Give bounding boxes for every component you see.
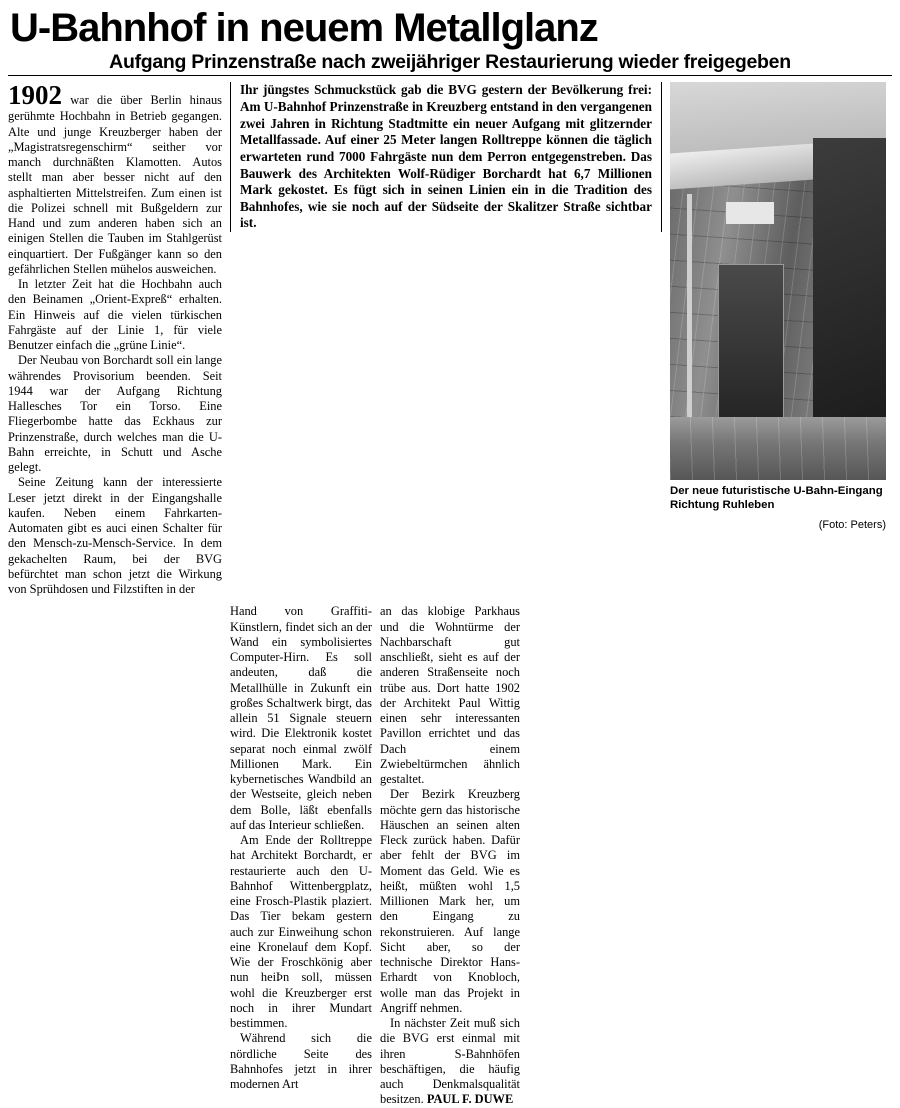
- subheadline: Aufgang Prinzenstraße nach zweijähriger Restaurierung wieder freigegeben: [109, 51, 791, 73]
- col2-paragraph-2: Der Bezirk Kreuzberg möchte gern das historische Häuschen an seinen alten Fleck zurück haben. Dafür aber fehlt der BVG im Moment das Geld. Wie es heißt, müßten wohl 1,5 Millionen Mark her, um den Eingang zu rekonstruieren. Auf lange Sicht aber, so der technische Direktor Hans-Erhardt von Knobloch, wolle man das Projekt in Angriff nehmen.: [380, 787, 520, 1015]
- photo-station-sign: [726, 202, 774, 224]
- col2-paragraph-1: an das klobige Parkhaus und die Wohntürme der Nachbarschaft gut anschließt, sieht es auf der anderen Straßenseite noch trübe aus. Dort hatte 1902 der Architekt Paul Wittig einen sehr interessanten Pavillon errichtet und das Dach einem Zwiebeltürmchen ähnlich gestaltet.: [380, 604, 520, 787]
- body-column-2: [230, 604, 380, 1107]
- byline: PAUL F. DUWE: [426, 1092, 514, 1107]
- u-bahn-entrance-photo: [670, 82, 886, 480]
- drop-cap: 1902: [8, 80, 62, 111]
- intro-text: Ihr jüngstes Schmuckstück gab die BVG gestern der Bevölkerung frei: Am U-Bahnhof Prinzenstraße in Kreuzberg entstand in den vergangenen zwei Jahren in Richtung Stadtmitte ein neuer Aufgang mit glitzernder Metallfassade. Auf einer 25 Meter langen Rolltreppe können die täglich erwarteten rund 7000 Fahrgäste nun dem Perron entgegenstreben. Das Bauwerk des Architekten Wolf-Rüdiger Borchardt hat 6,7 Millionen Mark gekostet. Es fügt sich in seinen Linien ein in die Tradition des Bahnhofes, wie sie noch auf der Südseite der Skalitzer Straße sichtbar ist.: [240, 82, 652, 231]
- photo-dark-wall: [813, 138, 886, 417]
- photo-column: [662, 82, 892, 530]
- col1-paragraph-3: Während sich die nördliche Seite des Bahnhofes jetzt in ihrer modernen Art: [230, 1031, 372, 1092]
- col2-paragraph-3-text: In nächster Zeit muß sich die BVG erst einmal mit ihren S-Bahnhöfen beschäftigen, die häufig auch Denkmalsqualität besitzen.: [380, 1016, 520, 1107]
- bottom-region: [8, 604, 892, 1107]
- top-region: [8, 82, 892, 597]
- lead-column: [8, 82, 230, 597]
- body-column-3: [380, 604, 528, 1107]
- photo-entrance-door: [718, 264, 785, 425]
- photo-lamp-post: [687, 194, 692, 425]
- body-column-1: [8, 604, 230, 1107]
- header-divider: [8, 75, 892, 76]
- col1-paragraph-1: Hand von Graffiti-Künstlern, findet sich an der Wand ein symbolisiertes Computer-Hirn. Es soll andeuten, daß die Metallhülle in Zukunft ein großes Schaltwerk birgt, das allein 51 Signale steuern wird. Die Elektronik kostet separat noch einmal zwölf Millionen Mark. Ein kybernetisches Wandbild an der Westseite, gleich neben dem Bolle, läßt ebenfalls auf das Interieur schließen.: [230, 604, 372, 832]
- lead-paragraph-1-text: war die über Berlin hinaus gerühmte Hochbahn in Betrieb gegangen. Alte und junge Kreuzberger haben der „Magistratsregenschirm“ seither vor manch durchnäßten Klamotten. Autos stellt man aber besser nicht auf den asphaltierten Mittelstreifen. Zum einen ist die Polizei schnell mit Bußgeldern zur Hand und zum anderen haben sich an einigen Stellen die Tauben im Stahlgerüst einquartiert. Der Fußgänger kann so den gefährlichen Stellen mühelos ausweichen.: [8, 93, 222, 276]
- col1-paragraph-2: Am Ende der Rolltreppe hat Architekt Borchardt, er restaurierte auch den U-Bahnhof Wittenbergplatz, eine Frosch-Plastik plaziert. Das Tier bekam gestern auch zur Einweihung schon eine Kronelauf dem Kopf. Wie der Froschkönig aber nun heiÞn soll, müssen wohl die Kreuzberger erst noch in ihrer Mundart bestimmen.: [230, 833, 372, 1031]
- photo-ground-lines: [670, 417, 886, 481]
- photo-credit: (Foto: Peters): [818, 518, 886, 531]
- col2-paragraph-3: [380, 1016, 520, 1108]
- photo-caption: Der neue futuristische U-Bahn-Eingang Richtung Ruhleben: [670, 485, 883, 512]
- intro-box: [230, 82, 662, 232]
- lead-paragraph-1: [8, 82, 222, 277]
- lead-paragraph-4: Seine Zeitung kann der interessierte Leser jetzt direkt in der Eingangshalle kaufen. Neben einem Fahrkarten-Automaten gibt es auci einen Schalter für den Mensch-zu-Mensch-Service. In dem gekachelten Raum, bei der BVG befürchtet man schon jetzt die Wirkung von Sprühdosen und Filzstiften in der: [8, 475, 222, 597]
- page-title: U-Bahnhof in neuem Metallglanz: [10, 6, 598, 50]
- photo-column-spacer: [528, 604, 758, 1107]
- lead-paragraph-3: Der Neubau von Borchardt soll ein lange währendes Provisorium beenden. Seit 1944 war der Aufgang Richtung Hallesches Tor ein Torso. Eine Fliegerbombe hatte das Eckhaus zur Prinzenstraße, durch welches man die U-Bahn erreichte, in Schutt und Asche gelegt.: [8, 353, 222, 475]
- lead-paragraph-2: In letzter Zeit hat die Hochbahn auch den Beinamen „Orient-Expreß“ erhalten. Ein Hinweis auf die vielen türkischen Fahrgäste auf der Linie 1, für viele Benutzer einfach die „grüne Linie“.: [8, 277, 222, 353]
